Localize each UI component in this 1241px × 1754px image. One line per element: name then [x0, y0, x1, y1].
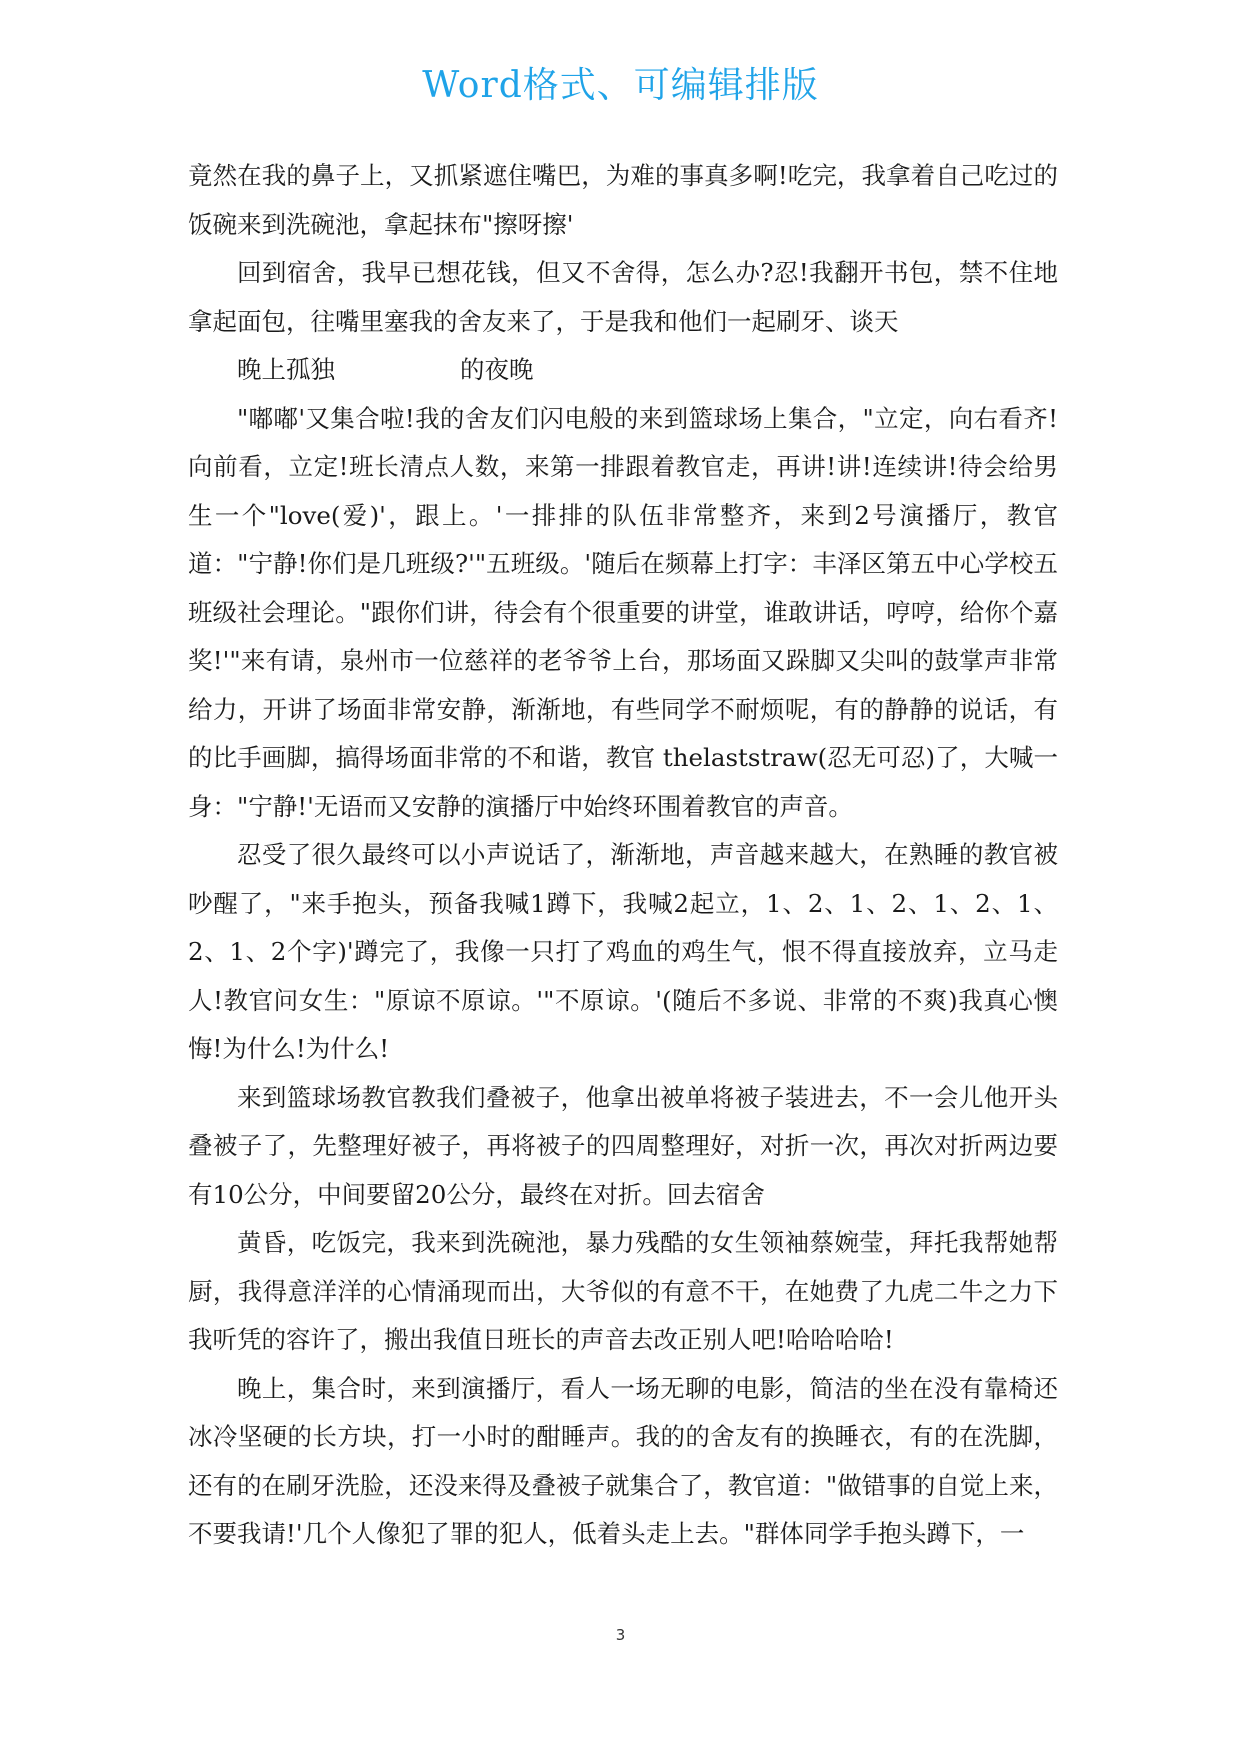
- section-heading-part2: 的夜晚: [460, 355, 534, 384]
- page-number: 3: [615, 1626, 626, 1644]
- document-body: [188, 152, 1058, 1559]
- paragraph: "嘟嘟'又集合啦!我的舍友们闪电般的来到篮球场上集合，"立定，向右看齐!向前看，立定!班长清点人数，来第一排跟着教官走，再讲!讲!连续讲!待会给男生一个"love(爱)'，跟上。'一排排的队伍非常整齐，来到2号演播厅，教官道："宁静!你们是几班级?'"五班级。'随后在频幕上打字：丰泽区第五中心学校五班级社会理论。"跟你们讲，待会有个很重要的讲堂，谁敢讲话，哼哼，给你个嘉奖!'"来有请，泉州市一位慈祥的老爷爷上台，那场面又跺脚又尖叫的鼓掌声非常给力，开讲了场面非常安静，渐渐地，有些同学不耐烦呢，有的静静的说话，有的比手画脚，搞得场面非常的不和谐，教官 thelaststraw(忍无可忍)了，大喊一身："宁静!'无语而又安静的演播厅中始终环围着教官的声音。: [188, 403, 1058, 821]
- section-heading: [188, 346, 1058, 395]
- paragraph: 竟然在我的鼻子上，又抓紧遮住嘴巴，为难的事真多啊!吃完，我拿着自己吃过的饭碗来到洗碗池，拿起抹布"擦呀擦': [188, 161, 1058, 239]
- paragraph: 来到篮球场教官教我们叠被子，他拿出被单将被子装进去，不一会儿他开头叠被子了，先整理好被子，再将被子的四周整理好，对折一次，再次对折两边要有10公分，中间要留20公分，最终在对折。回去宿舍: [188, 1082, 1058, 1209]
- paragraph: 忍受了很久最终可以小声说话了，渐渐地，声音越来越大，在熟睡的教官被吵醒了，"来手抱头，预备我喊1蹲下，我喊2起立，1、2、1、2、1、2、1、2、1、2个字)'蹲完了，我像一只打了鸡血的鸡生气，恨不得直接放弃，立马走人!教官问女生："原谅不原谅。'"不原谅。'(随后不多说、非常的不爽)我真心懊悔!为什么!为什么!: [188, 840, 1058, 1063]
- page-header-title: Word格式、可编辑排版: [422, 65, 819, 106]
- section-heading-part1: 晚上孤独: [237, 355, 335, 384]
- paragraph: 晚上，集合时，来到演播厅，看人一场无聊的电影，简洁的坐在没有靠椅还冰冷坚硬的长方块，打一小时的酣睡声。我的的舍友有的换睡衣，有的在洗脚，还有的在刷牙洗脸，还没来得及叠被子就集合了，教官道："做错事的自觉上来，不要我请!'几个人像犯了罪的犯人，低着头走上去。"群体同学手抱头蹲下，一: [188, 1373, 1058, 1548]
- paragraph: 黄昏，吃饭完，我来到洗碗池，暴力残酷的女生领袖蔡婉莹，拜托我帮她帮厨，我得意洋洋的心情涌现而出，大爷似的有意不干，在她费了九虎二牛之力下我听凭的容许了，搬出我值日班长的声音去改正别人吧!哈哈哈哈!: [188, 1228, 1058, 1354]
- paragraph: 回到宿舍，我早已想花钱，但又不舍得，怎么办?忍!我翻开书包，禁不住地拿起面包，往嘴里塞我的舍友来了，于是我和他们一起刷牙、谈天: [188, 258, 1058, 336]
